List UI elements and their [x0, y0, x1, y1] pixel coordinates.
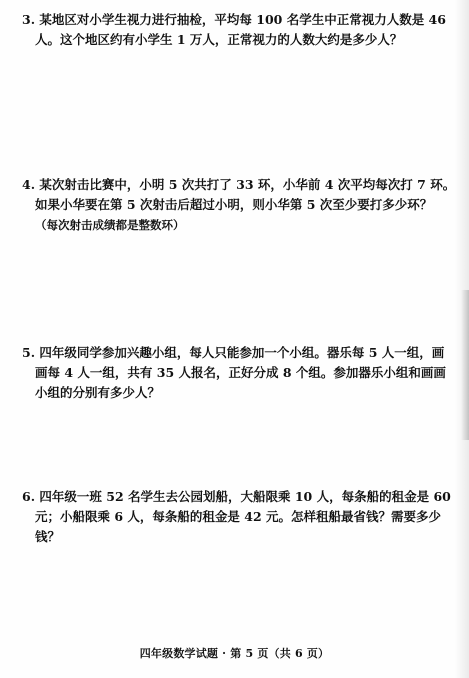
question-6-line-1: 6. 四年级一班 52 名学生去公园划船，大船限乘 10 人，每条船的租金是 60	[22, 489, 451, 504]
question-3-line-1: 3. 某地区对小学生视力进行抽检，平均每 100 名学生中正常视力人数是 46	[22, 12, 446, 27]
question-6-line-3: 钱？	[35, 529, 61, 544]
question-6-line-2: 元；小船限乘 6 人，每条船的租金是 42 元。怎样租船最省钱？需要多少	[35, 509, 442, 524]
question-5-line-2: 画每 4 人一组，共有 35 人报名，正好分成 8 个组。参加器乐小组和画画	[35, 365, 446, 380]
question-5	[22, 343, 446, 403]
question-3-line-2: 人。这个地区约有小学生 1 万人，正常视力的人数大约是多少人？	[35, 32, 403, 47]
page-fold-shadow	[461, 290, 469, 440]
question-5-line-3: 小组的分别有多少人？	[35, 385, 161, 400]
question-4-line-2: 如果小华要在第 5 次射击后超过小明，则小华第 5 次至少要打多少环？	[35, 197, 433, 212]
question-4-note: （每次射击成绩都是整数环）	[35, 218, 185, 232]
question-6	[22, 487, 451, 547]
question-4	[22, 175, 456, 235]
question-3	[22, 10, 446, 50]
question-5-line-1: 5. 四年级同学参加兴趣小组，每人只能参加一个小组。器乐每 5 人一组，画	[22, 345, 445, 360]
question-4-line-1: 4. 某次射击比赛中，小明 5 次共打了 33 环，小华前 4 次平均每次打 7 环。	[22, 177, 456, 192]
page-footer: 四年级数学试题 · 第 5 页（共 6 页）	[139, 647, 330, 660]
